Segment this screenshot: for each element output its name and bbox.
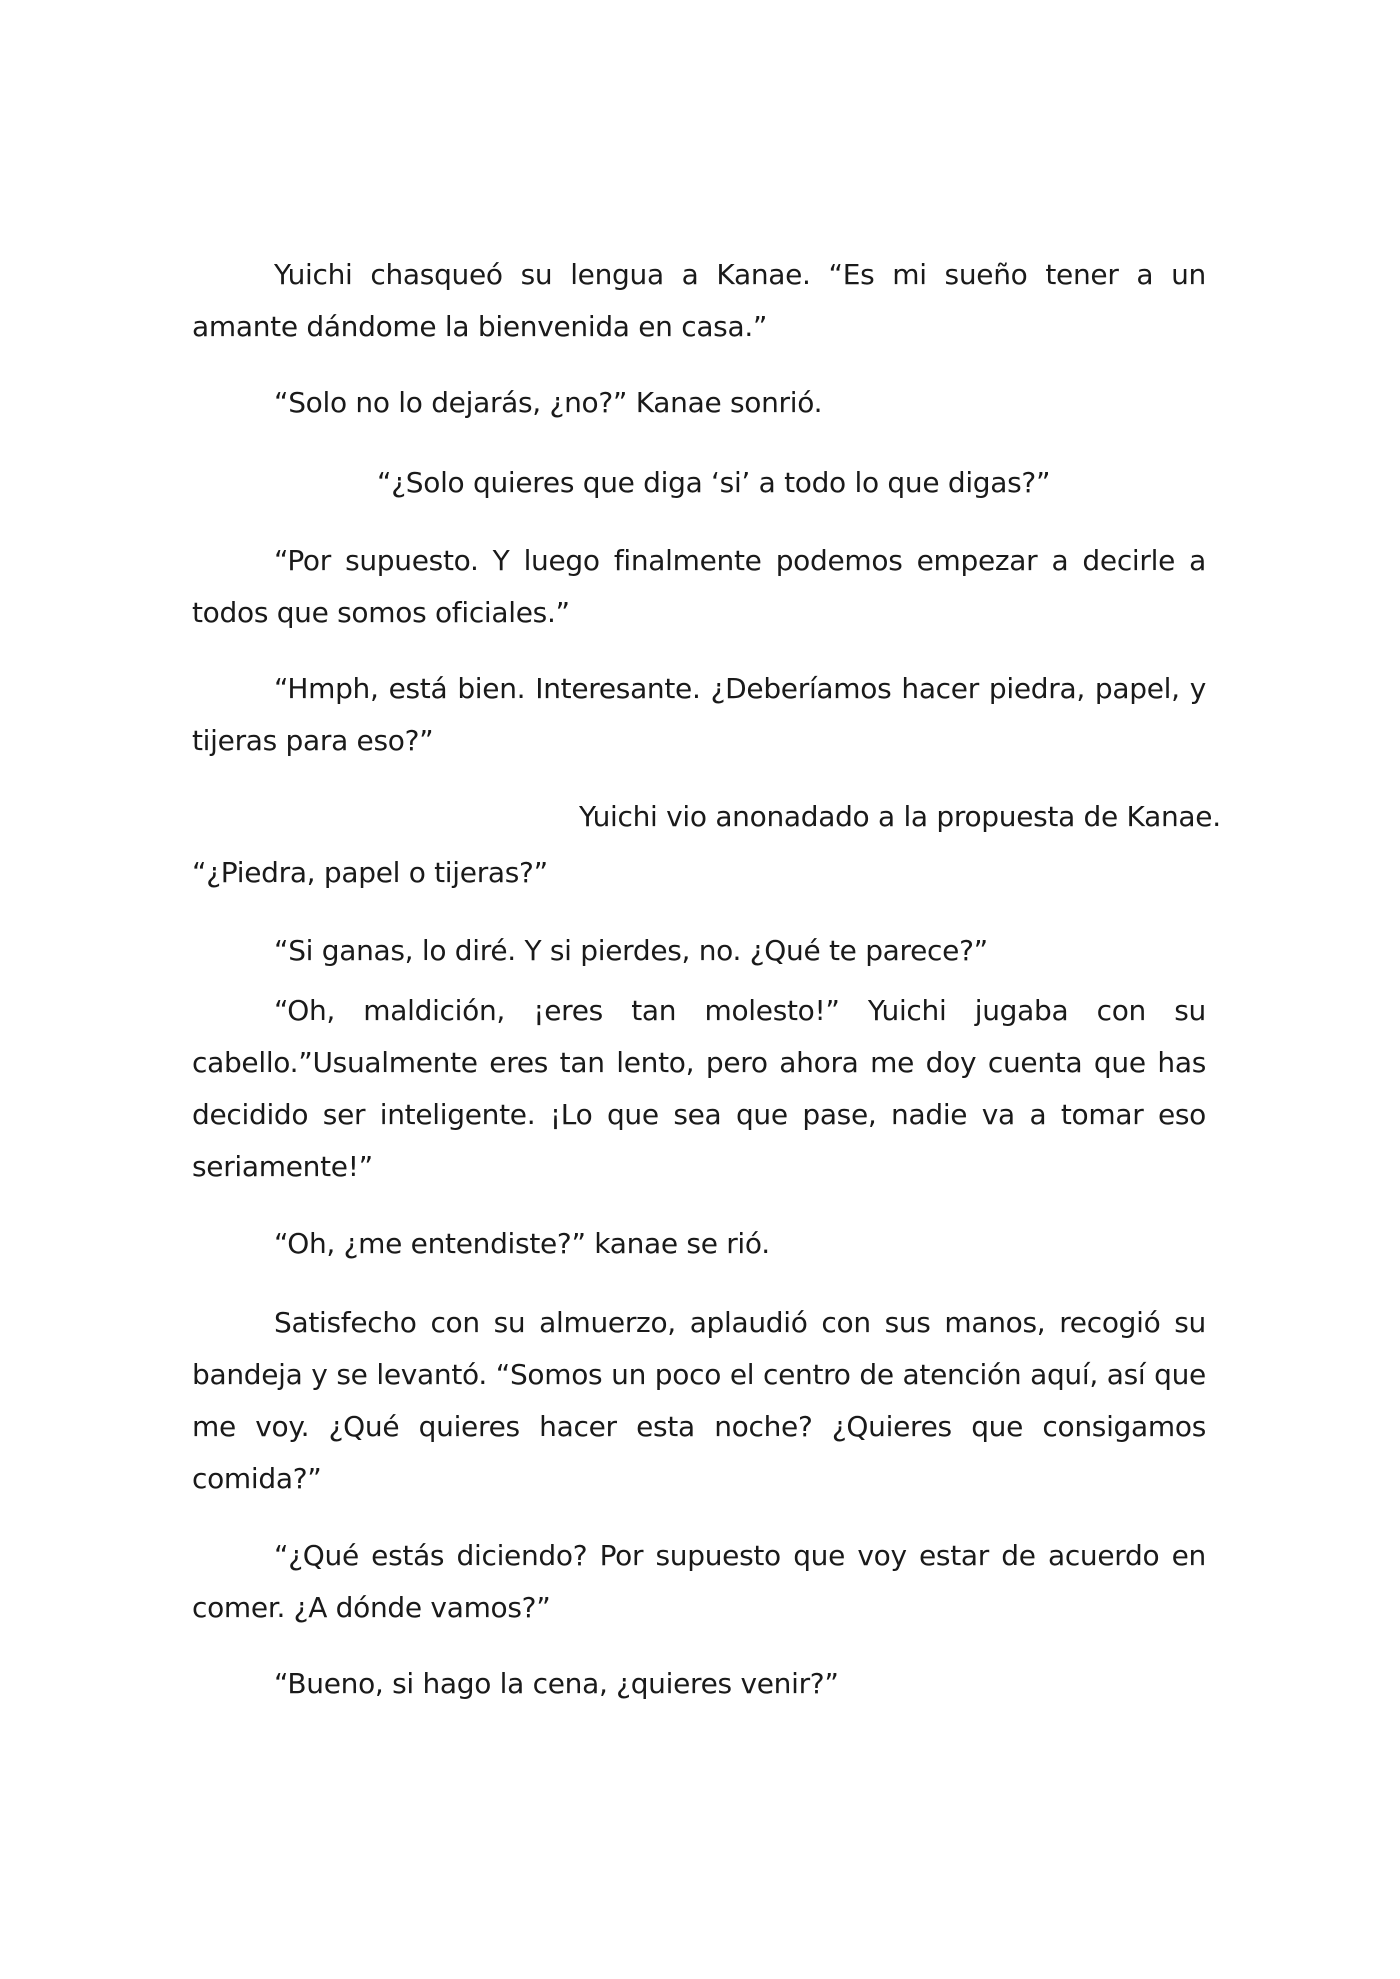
paragraph-10: “Oh, ¿me entendiste?” kanae se rió. (274, 1227, 770, 1260)
paragraph-3: “¿Solo quieres que diga ‘si’ a todo lo que digas?” (377, 466, 1051, 499)
paragraph-8: “Si ganas, lo diré. Y si pierdes, no. ¿Qué te parece?” (274, 934, 988, 967)
paragraph-11: Satisfecho con su almuerzo, aplaudió con sus manos, recogió su bandeja y se levantó. “Somos un poco el centro de atención aquí, así que me voy. ¿Qué quieres hacer esta noche? ¿Quieres que consigamos comida?” (192, 1306, 1206, 1495)
paragraph-4: “Por supuesto. Y luego finalmente podemos empezar a decirle a todos que somos oficiales.” (192, 544, 1206, 629)
paragraph-2: “Solo no lo dejarás, ¿no?” Kanae sonrió. (274, 386, 823, 419)
paragraph-9: “Oh, maldición, ¡eres tan molesto!” Yuichi jugaba con su cabello.”Usualmente eres tan lento, pero ahora me doy cuenta que has decidido ser inteligente. ¡Lo que sea que pase, nadie va a tomar eso seriamente!” (192, 994, 1206, 1183)
paragraph-5: “Hmph, está bien. Interesante. ¿Deberíamos hacer piedra, papel, y tijeras para eso?” (192, 672, 1206, 757)
paragraph-7: “¿Piedra, papel o tijeras?” (192, 856, 548, 889)
paragraph-6: Yuichi vio anonadado a la propuesta de Kanae. (579, 800, 1221, 833)
paragraph-12: “¿Qué estás diciendo? Por supuesto que voy estar de acuerdo en comer. ¿A dónde vamos?” (192, 1539, 1206, 1624)
paragraph-13: “Bueno, si hago la cena, ¿quieres venir?” (274, 1667, 839, 1700)
paragraph-1: Yuichi chasqueó su lengua a Kanae. “Es mi sueño tener a un amante dándome la bienvenida en casa.” (192, 258, 1206, 343)
